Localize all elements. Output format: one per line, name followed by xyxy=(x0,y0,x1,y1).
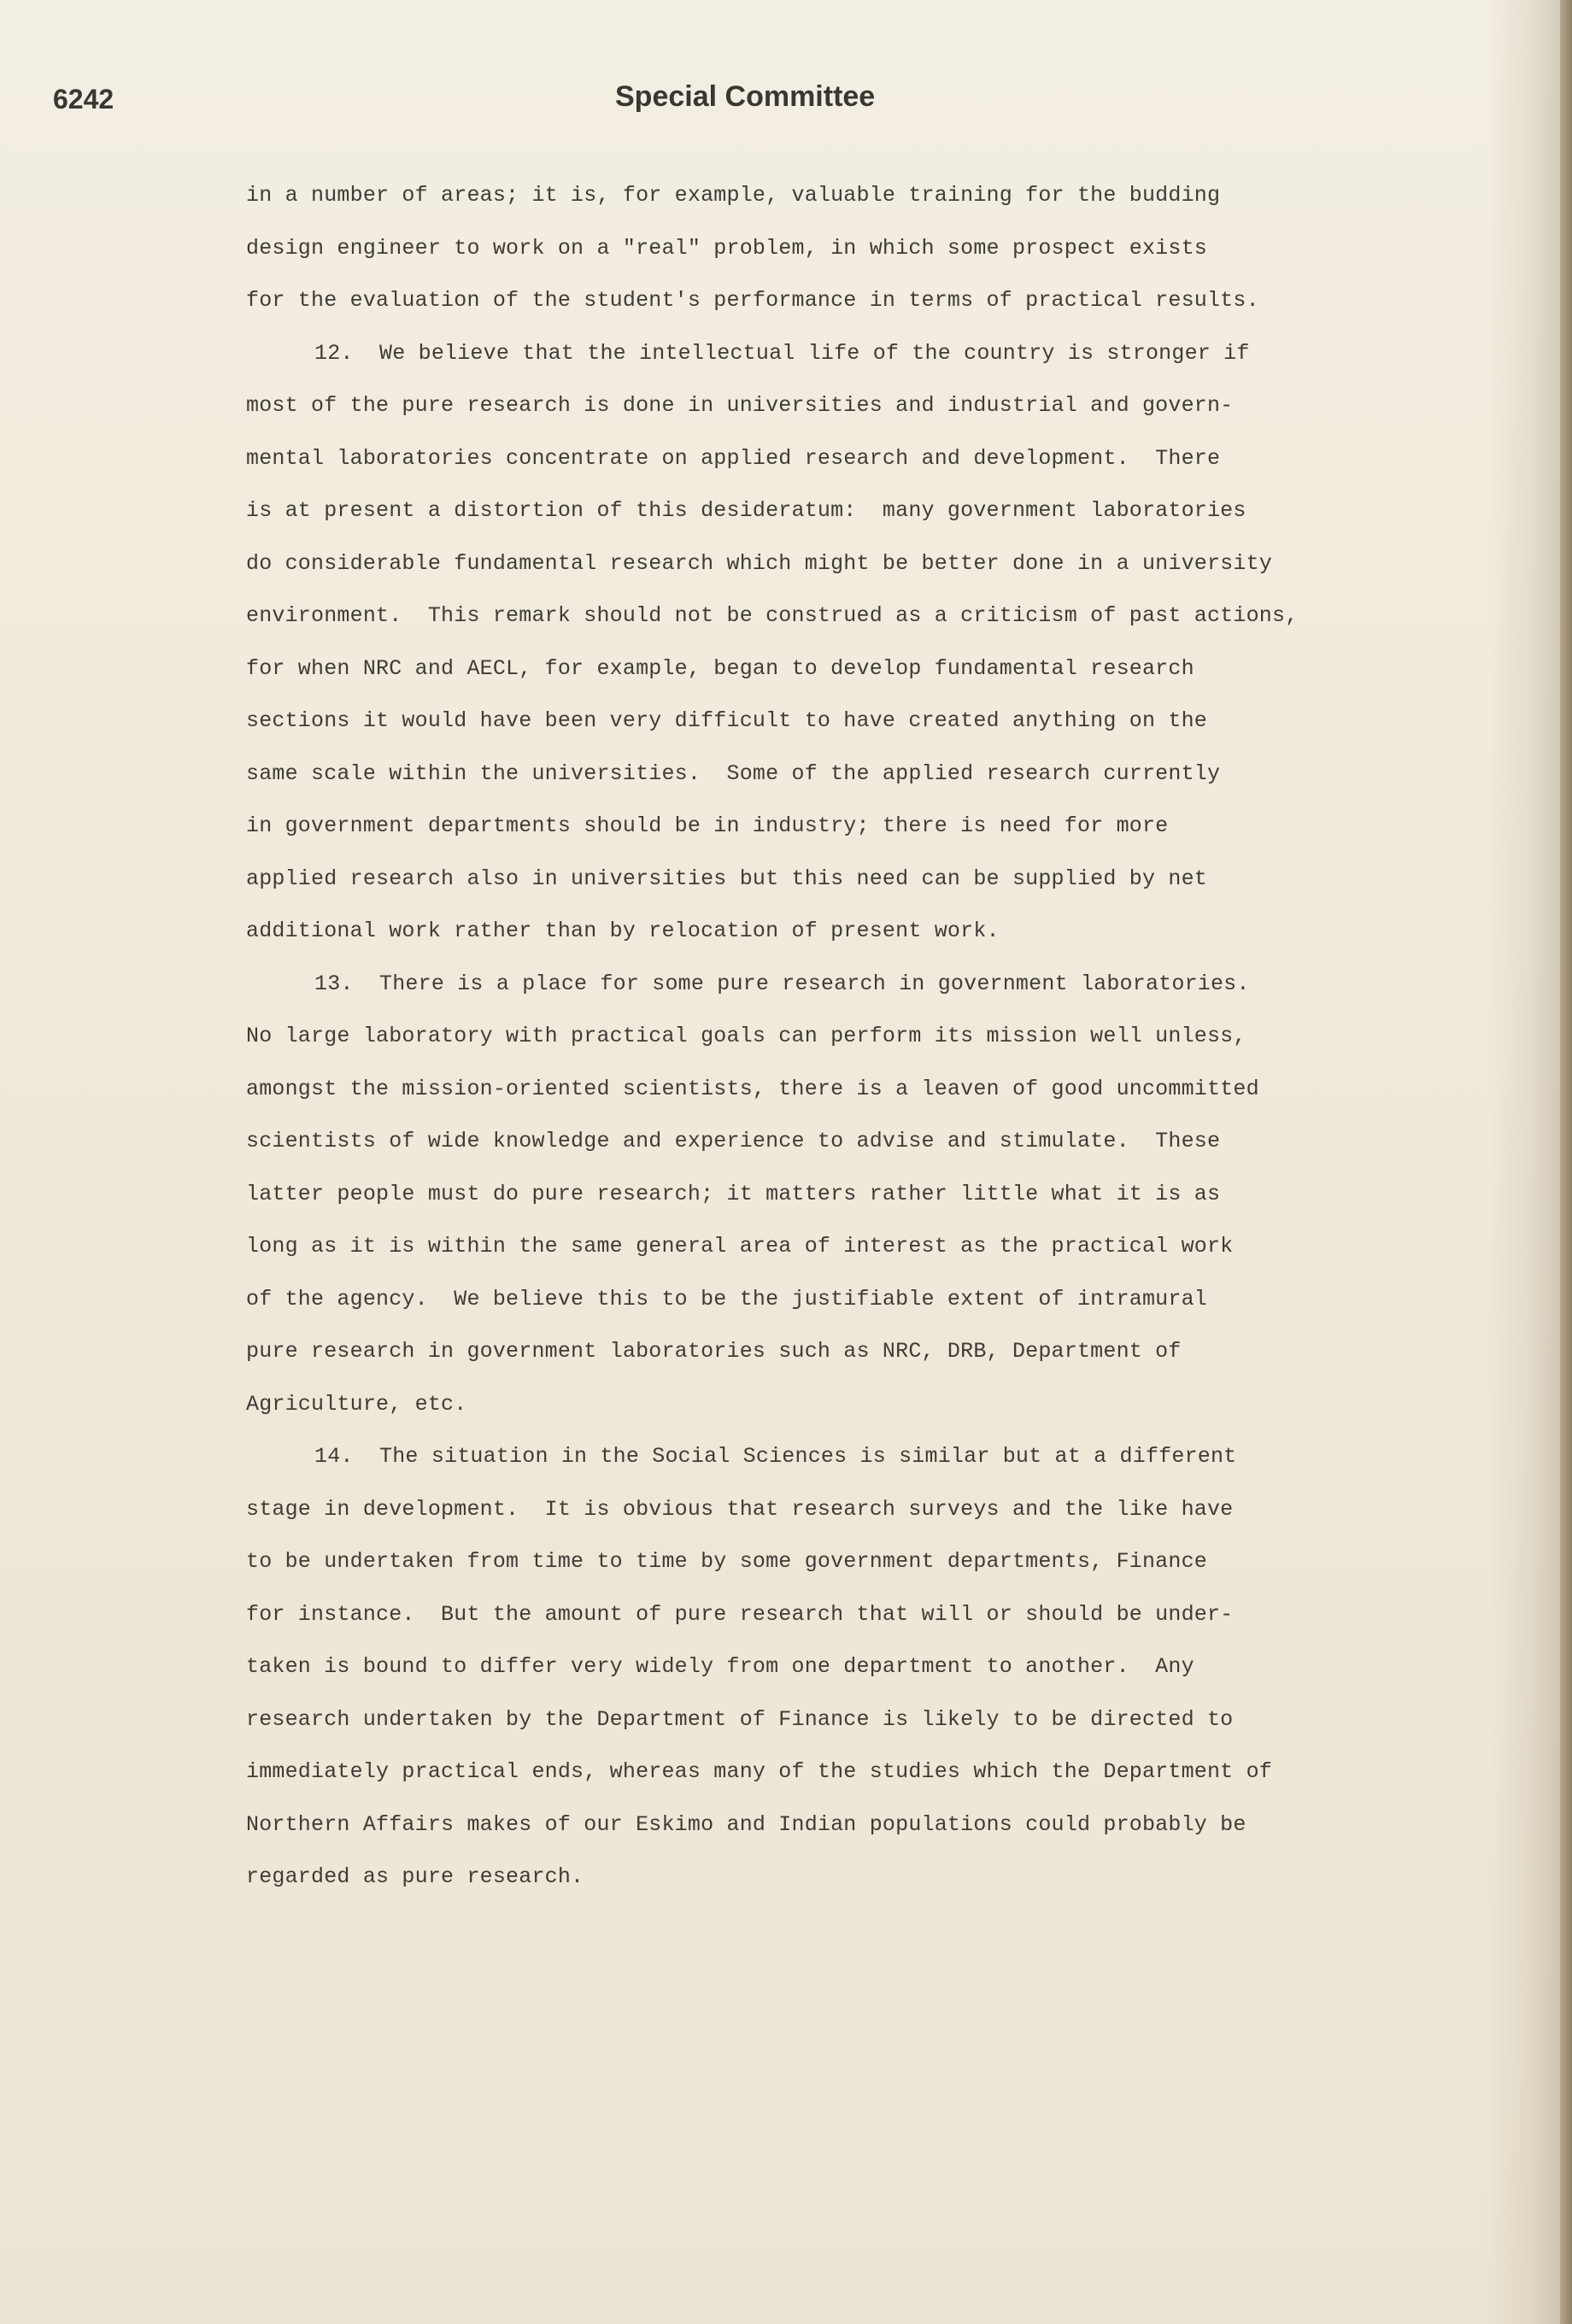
page-header xyxy=(0,80,1572,135)
paragraph-14 xyxy=(246,1430,1323,1904)
text-line: for instance. But the amount of pure research that will or should be under- xyxy=(246,1601,1234,1627)
text-line: immediately practical ends, whereas many of the studies which the Department of xyxy=(246,1759,1272,1784)
text-line: environment. This remark should not be construed as a criticism of past actions, xyxy=(246,603,1299,628)
text-line: mental laboratories concentrate on applied research and development. There xyxy=(246,445,1221,471)
text-line: 12. We believe that the intellectual life of the country is stronger if xyxy=(314,340,1250,366)
text-line: applied research also in universities but this need can be supplied by net xyxy=(246,866,1207,891)
text-line: latter people must do pure research; it matters rather little what it is as xyxy=(246,1181,1221,1206)
text-line: regarded as pure research. xyxy=(246,1864,584,1889)
paragraph-13 xyxy=(246,958,1323,1431)
text-line: long as it is within the same general area of interest as the practical work xyxy=(246,1234,1234,1259)
text-line: stage in development. It is obvious that research surveys and the like have xyxy=(246,1496,1234,1522)
text-line: is at present a distortion of this desideratum: many government laboratories xyxy=(246,498,1246,523)
text-line: No large laboratory with practical goals can perform its mission well unless, xyxy=(246,1024,1246,1048)
text-line: additional work rather than by relocation of present work. xyxy=(246,918,1000,943)
text-line: pure research in government laboratories such as NRC, DRB, Department of xyxy=(246,1339,1182,1364)
text-line: for when NRC and AECL, for example, began to develop fundamental research xyxy=(246,655,1194,681)
page-number: 6242 xyxy=(53,84,114,114)
body-text xyxy=(246,169,1323,1904)
text-line: Agriculture, etc. xyxy=(246,1391,467,1417)
text-line: of the agency. We believe this to be the justifiable extent of intramural xyxy=(246,1286,1207,1312)
text-line: Northern Affairs makes of our Eskimo and Indian populations could probably be xyxy=(246,1811,1246,1837)
text-line: sections it would have been very difficult to have created anything on the xyxy=(246,708,1207,733)
running-title: Special Committee xyxy=(615,80,876,113)
text-line: research undertaken by the Department of Finance is likely to be directed to xyxy=(246,1706,1234,1732)
text-line: to be undertaken from time to time by some government departments, Finance xyxy=(246,1549,1207,1574)
binding-edge xyxy=(1560,0,1572,2324)
text-line: do considerable fundamental research which might be better done in a university xyxy=(246,550,1272,576)
text-line: same scale within the universities. Some of the applied research currently xyxy=(246,760,1221,786)
text-line: design engineer to work on a "real" problem, in which some prospect exists xyxy=(246,235,1207,261)
paragraph-12 xyxy=(246,327,1323,958)
text-line: taken is bound to differ very widely from one department to another. Any xyxy=(246,1654,1194,1679)
text-line: in government departments should be in industry; there is need for more xyxy=(246,813,1169,838)
text-line: amongst the mission-oriented scientists, there is a leaven of good uncommitted xyxy=(246,1076,1259,1101)
paragraph-continuation xyxy=(246,169,1323,327)
text-line: 13. There is a place for some pure research in government laboratories. xyxy=(314,971,1250,996)
text-line: for the evaluation of the student's performance in terms of practical results. xyxy=(246,288,1259,313)
text-line: most of the pure research is done in universities and industrial and govern- xyxy=(246,393,1234,418)
text-line: 14. The situation in the Social Sciences is similar but at a different xyxy=(314,1444,1237,1469)
text-line: scientists of wide knowledge and experience to advise and stimulate. These xyxy=(246,1129,1221,1153)
text-line: in a number of areas; it is, for example, valuable training for the budding xyxy=(246,183,1221,208)
